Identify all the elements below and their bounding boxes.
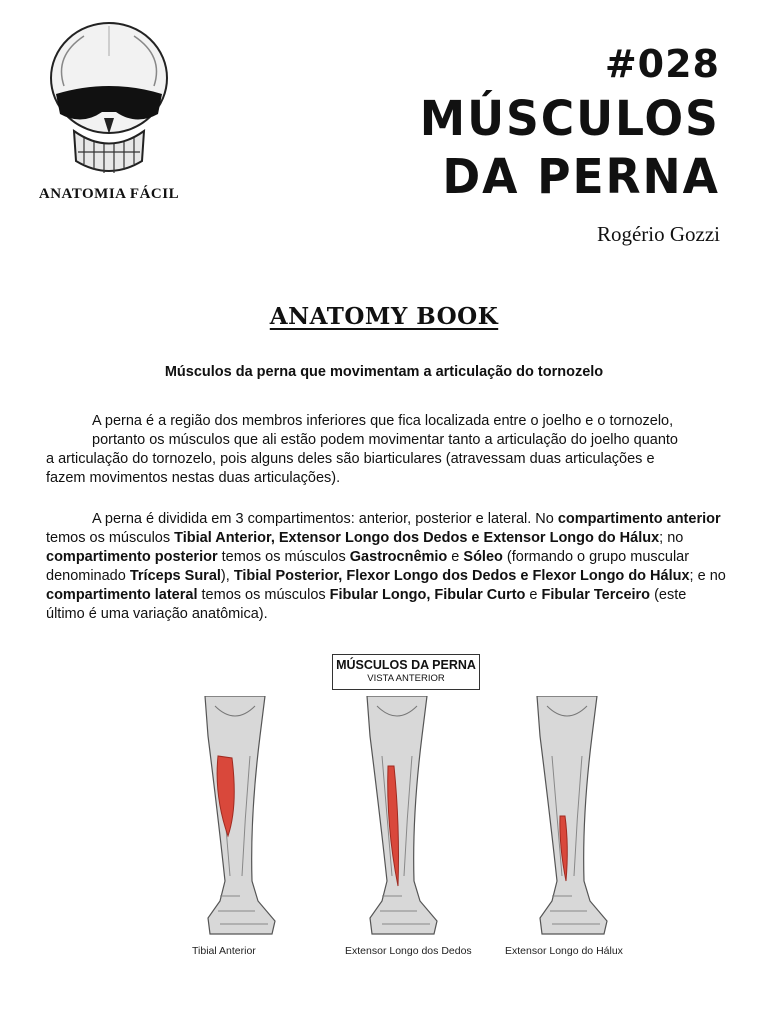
p1-text-1: A perna é a região dos membros inferiores que fica localizada entre o joelho e o tornozelo,	[92, 413, 674, 429]
book-title: ANATOMY BOOK	[269, 303, 499, 330]
leg-illustration-extensor-longo-do-halux	[512, 696, 622, 936]
leg-illustration-extensor-longo-dos-dedos	[342, 696, 452, 936]
p2-bold: compartimento posterior	[46, 549, 218, 565]
p2-bold: Tibial Posterior, Flexor Longo dos Dedos e Flexor Longo do Hálux	[233, 568, 690, 584]
title-line-1: MÚSCULOS	[420, 91, 720, 147]
p2-text: temos os músculos	[46, 530, 175, 546]
p2-bold: Fibular Longo, Fibular Curto	[329, 587, 526, 603]
paragraph-1-line-2: portanto os músculos que ali estão podem movimentar tanto a articulação do joelho quanto	[92, 432, 678, 448]
p2-bold: Tríceps Sural	[129, 568, 221, 584]
paragraph-1-line-4: fazem movimentos nestas duas articulações).	[46, 470, 341, 486]
page-title	[420, 90, 720, 206]
p2-bold: Tibial Anterior, Extensor Longo dos Dedos e Extensor Longo do Hálux	[174, 530, 660, 546]
caption-extensor-longo-do-halux: Extensor Longo do Hálux	[505, 945, 623, 957]
p2-bold: Sóleo	[463, 549, 503, 565]
paragraph-1-line-1	[46, 412, 726, 431]
p2-text: (formando o grupo muscular denominado	[46, 549, 690, 584]
p2-bold: Fibular Terceiro	[541, 587, 651, 603]
paragraph-1	[46, 412, 726, 488]
subtitle: Músculos da perna que movimentam a articulação do tornozelo	[164, 364, 604, 380]
p2-text: e	[447, 549, 464, 565]
caption-extensor-longo-dos-dedos: Extensor Longo dos Dedos	[345, 945, 472, 957]
p2-bold: compartimento anterior	[557, 511, 721, 527]
paragraph-1-line-3: a articulação do tornozelo, pois alguns deles são biarticulares (atravessam duas articulações e	[46, 451, 655, 467]
p2-text: temos os músculos	[197, 587, 330, 603]
skull-icon	[24, 16, 194, 186]
leg-illustration-tibial-anterior	[180, 696, 290, 936]
p2-text: ),	[220, 568, 234, 584]
p2-text: e	[525, 587, 542, 603]
p2-text: (este último é uma variação anatômica).	[46, 587, 687, 622]
p2-text: ; e no	[689, 568, 726, 584]
title-line-2: DA PERNA	[442, 149, 720, 205]
p2-text: A perna é dividida em 3 compartimentos: anterior, posterior e lateral. No	[92, 511, 558, 527]
p2-bold: compartimento lateral	[46, 587, 198, 603]
figure-label	[332, 654, 480, 690]
paragraph-2	[46, 510, 726, 624]
p2-text: temos os músculos	[217, 549, 350, 565]
figure-label-subtitle: VISTA ANTERIOR	[367, 673, 445, 684]
caption-tibial-anterior: Tibial Anterior	[192, 945, 256, 957]
figure-label-title: MÚSCULOS DA PERNA	[336, 658, 476, 672]
logo	[24, 16, 194, 216]
p2-bold: Gastrocnêmio	[349, 549, 448, 565]
author: Rogério Gozzi	[596, 222, 720, 246]
logo-text: ANATOMIA FÁCIL	[38, 186, 180, 202]
p2-text: ; no	[659, 530, 684, 546]
issue-number: #028	[604, 42, 720, 86]
